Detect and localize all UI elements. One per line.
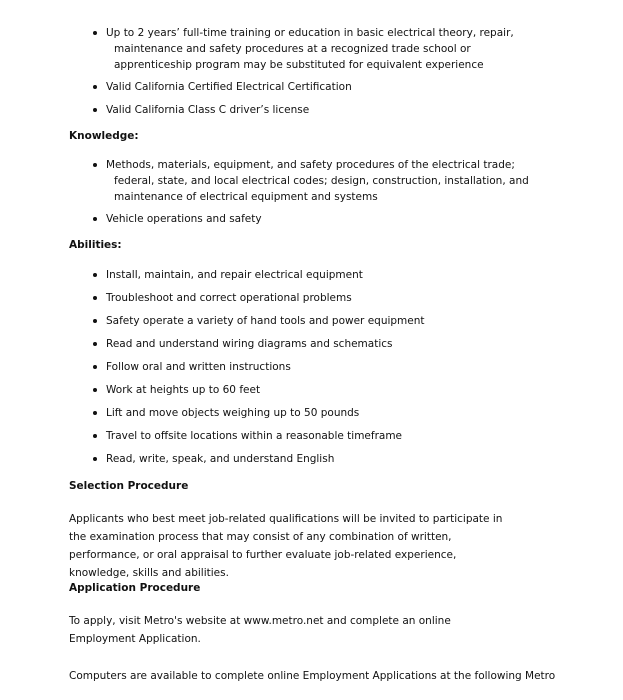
- list-item-text: Travel to offsite locations within a reasonable timeframe: [106, 430, 403, 442]
- list-item: [106, 157, 546, 205]
- list-item-text: Vehicle operations and safety: [106, 213, 262, 225]
- selection-heading: Selection Procedure: [69, 480, 189, 492]
- abilities-heading: Abilities:: [69, 239, 122, 251]
- list-item: [106, 313, 546, 329]
- application-heading: Application Procedure: [69, 582, 201, 594]
- list-item-text: Safety operate a variety of hand tools and power equipment: [106, 315, 425, 327]
- list-item: [106, 102, 546, 118]
- list-item: [106, 25, 546, 73]
- list-item: [106, 290, 546, 306]
- list-item: [106, 428, 546, 444]
- list-item-text: Troubleshoot and correct operational problems: [106, 292, 352, 304]
- list-item-text: Lift and move objects weighing up to 50 pounds: [106, 407, 360, 419]
- list-item-text: Work at heights up to 60 feet: [106, 384, 261, 396]
- knowledge-heading: Knowledge:: [69, 130, 139, 142]
- list-item-text: Install, maintain, and repair electrical equipment: [106, 269, 363, 281]
- list-item: [106, 359, 546, 375]
- list-item: [106, 211, 546, 227]
- selection-text: Applicants who best meet job-related qualifications will be invited to participate in the examination process that may consist of any combination of written, performance, or oral appraisal to further evaluate job-related experience, knowledge, skills and abilities.: [69, 513, 503, 579]
- list-item-text: Valid California Class C driver’s license: [106, 104, 310, 116]
- application-text-continued: Computers are available to complete online Employment Applications at the following Metro: [69, 670, 556, 682]
- list-item-text: Read and understand wiring diagrams and schematics: [106, 338, 393, 350]
- application-text: To apply, visit Metro's website at www.metro.net and complete an online Employment Application.: [69, 615, 451, 645]
- list-item: [106, 405, 546, 421]
- list-item-text: Read, write, speak, and understand English: [106, 453, 335, 465]
- list-item: [106, 451, 546, 467]
- list-item: [106, 79, 546, 95]
- list-item: [106, 267, 546, 283]
- list-item-text: Up to 2 years’ full-time training or education in basic electrical theory, repair, maintenance and safety procedures at a recognized trade school or apprenticeship program may be substituted for equivalent experience: [106, 27, 514, 71]
- list-item-text: Follow oral and written instructions: [106, 361, 291, 373]
- list-item: [106, 382, 546, 398]
- list-item: [106, 336, 546, 352]
- list-item-text: Valid California Certified Electrical Certification: [106, 81, 352, 93]
- list-item-text: Methods, materials, equipment, and safety procedures of the electrical trade; federal, state, and local electrical codes; design, construction, installation, and maintenance of electrical equipment and systems: [106, 159, 529, 203]
